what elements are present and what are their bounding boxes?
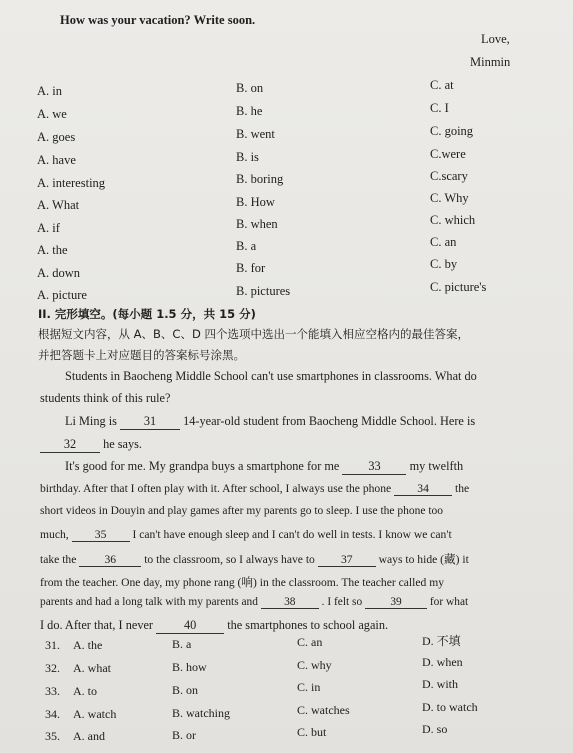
- q23-a: A. goes: [37, 130, 76, 144]
- q25-c: C.scary: [430, 169, 468, 183]
- text-segment: I can't have enough sleep and I can't do well in tests. I know we can't: [132, 528, 452, 541]
- text-segment: to the classroom, so I always have to: [144, 553, 315, 566]
- intro-line-1: Students in Baocheng Middle School can't use smartphones in classrooms. What do: [65, 369, 477, 383]
- q22-b: B. he: [236, 104, 263, 118]
- text-segment: for what: [429, 596, 469, 608]
- text-segment: the smartphones to school again.: [227, 618, 389, 632]
- q27-b: B. when: [236, 217, 278, 231]
- text-segment: Li Ming is: [65, 414, 117, 428]
- section2-heading: II. 完形填空。(每小题 1.5 分，共 15 分): [38, 307, 256, 321]
- opt31-a: A. the: [73, 638, 103, 652]
- text-segment: much,: [40, 528, 69, 541]
- opt33-num: 33.: [45, 684, 60, 698]
- opt32-d: D. when: [422, 655, 463, 669]
- q25-a: A. interesting: [37, 176, 106, 190]
- opt32-c: C. why: [297, 658, 332, 672]
- q27-a: A. if: [37, 221, 60, 235]
- q28-b: B. a: [236, 239, 257, 253]
- opt33-b: B. on: [172, 683, 199, 697]
- passage-line-7: short videos in Douyin and play games after my parents go to sleep. I use the phone too: [40, 505, 444, 517]
- passage-line-12: [40, 618, 388, 634]
- q29-b: B. for: [236, 261, 266, 275]
- opt35-b: B. or: [172, 728, 196, 742]
- q21-a: A. in: [37, 84, 62, 98]
- opt34-d: D. to watch: [422, 700, 478, 714]
- q26-c: C. Why: [430, 191, 469, 205]
- section2-instruction-2: 并把答题卡上对应题目的答案标号涂黑。: [38, 348, 245, 362]
- text-segment: the: [454, 482, 470, 495]
- q21-b: B. on: [236, 81, 264, 95]
- opt34-c: C. watches: [297, 703, 350, 717]
- passage-line-6: [40, 482, 469, 496]
- blank-40: 40: [156, 618, 224, 634]
- opt31-num: 31.: [45, 638, 60, 652]
- text-segment: . I felt so: [321, 596, 363, 608]
- passage-line-11: [40, 596, 468, 609]
- passage-line-4: [40, 437, 142, 453]
- q24-c: C.were: [430, 147, 466, 161]
- text-segment: 14-year-old student from Baocheng Middle School. Here is: [183, 414, 476, 428]
- q24-a: A. have: [37, 153, 76, 167]
- opt35-d: D. so: [422, 722, 448, 736]
- passage-line-5: [65, 459, 463, 475]
- passage-line-3: [65, 414, 475, 430]
- q28-c: C. an: [430, 235, 457, 249]
- opt34-num: 34.: [45, 707, 60, 721]
- blank-35: 35: [72, 528, 130, 542]
- text-segment: parents and had a long talk with my parents and: [40, 596, 258, 608]
- blank-31: 31: [120, 414, 180, 430]
- q23-c: C. going: [430, 124, 474, 138]
- blank-36: 36: [79, 553, 141, 567]
- blank-38: 38: [261, 596, 319, 609]
- blank-39: 39: [365, 596, 427, 609]
- opt34-a: A. watch: [73, 707, 117, 721]
- text-segment: he says.: [103, 437, 143, 451]
- text-segment: It's good for me. My grandpa buys a smartphone for me: [65, 459, 340, 473]
- opt33-c: C. in: [297, 680, 321, 694]
- passage-line-10: from the teacher. One day, my phone rang (响) in the classroom. The teacher called my: [40, 576, 445, 589]
- q24-b: B. is: [236, 150, 259, 164]
- passage-line-8: [40, 528, 452, 542]
- letter-signoff: Love,: [481, 32, 510, 46]
- q25-b: B. boring: [236, 172, 284, 186]
- opt35-num: 35.: [45, 729, 60, 743]
- letter-signature: Minmin: [470, 55, 511, 69]
- opt32-num: 32.: [45, 661, 60, 675]
- opt32-b: B. how: [172, 660, 207, 674]
- blank-32: 32: [40, 437, 100, 453]
- blank-34: 34: [394, 482, 452, 496]
- q22-a: A. we: [37, 107, 67, 121]
- q22-c: C. I: [430, 101, 449, 115]
- q27-c: C. which: [430, 213, 476, 227]
- text-segment: I do. After that, I never: [40, 618, 154, 632]
- section2-instruction-1: 根据短文内容，从 A、B、C、D 四个选项中选出一个能填入相应空格内的最佳答案，: [38, 327, 469, 341]
- opt31-b: B. a: [172, 637, 192, 651]
- opt33-d: D. with: [422, 677, 458, 691]
- q28-a: A. the: [37, 243, 68, 257]
- opt34-b: B. watching: [172, 706, 230, 720]
- text-segment: birthday. After that I often play with it. After school, I always use the phone: [40, 482, 392, 495]
- blank-37: 37: [318, 553, 376, 567]
- intro-line-2: students think of this rule?: [40, 391, 171, 405]
- opt31-c: C. an: [297, 635, 323, 649]
- opt31-d: D. 不填: [422, 634, 461, 648]
- text-segment: ways to hide (藏) it: [378, 553, 469, 566]
- opt33-a: A. to: [73, 684, 97, 698]
- q30-c: C. picture's: [430, 280, 487, 294]
- q26-a: A. What: [37, 198, 80, 212]
- q29-c: C. by: [430, 257, 458, 271]
- blank-33: 33: [342, 459, 406, 475]
- q30-b: B. pictures: [236, 284, 291, 298]
- q23-b: B. went: [236, 127, 275, 141]
- q21-c: C. at: [430, 78, 454, 92]
- opt35-c: C. but: [297, 725, 327, 739]
- passage-line-9: [40, 551, 469, 567]
- opt32-a: A. what: [73, 661, 111, 675]
- text-segment: my twelfth: [409, 459, 464, 473]
- text-segment: take the: [40, 553, 77, 566]
- q29-a: A. down: [37, 266, 81, 280]
- opt35-a: A. and: [73, 729, 105, 743]
- q26-b: B. How: [236, 195, 275, 209]
- q30-a: A. picture: [37, 288, 87, 302]
- letter-closing-line: How was your vacation? Write soon.: [60, 13, 256, 27]
